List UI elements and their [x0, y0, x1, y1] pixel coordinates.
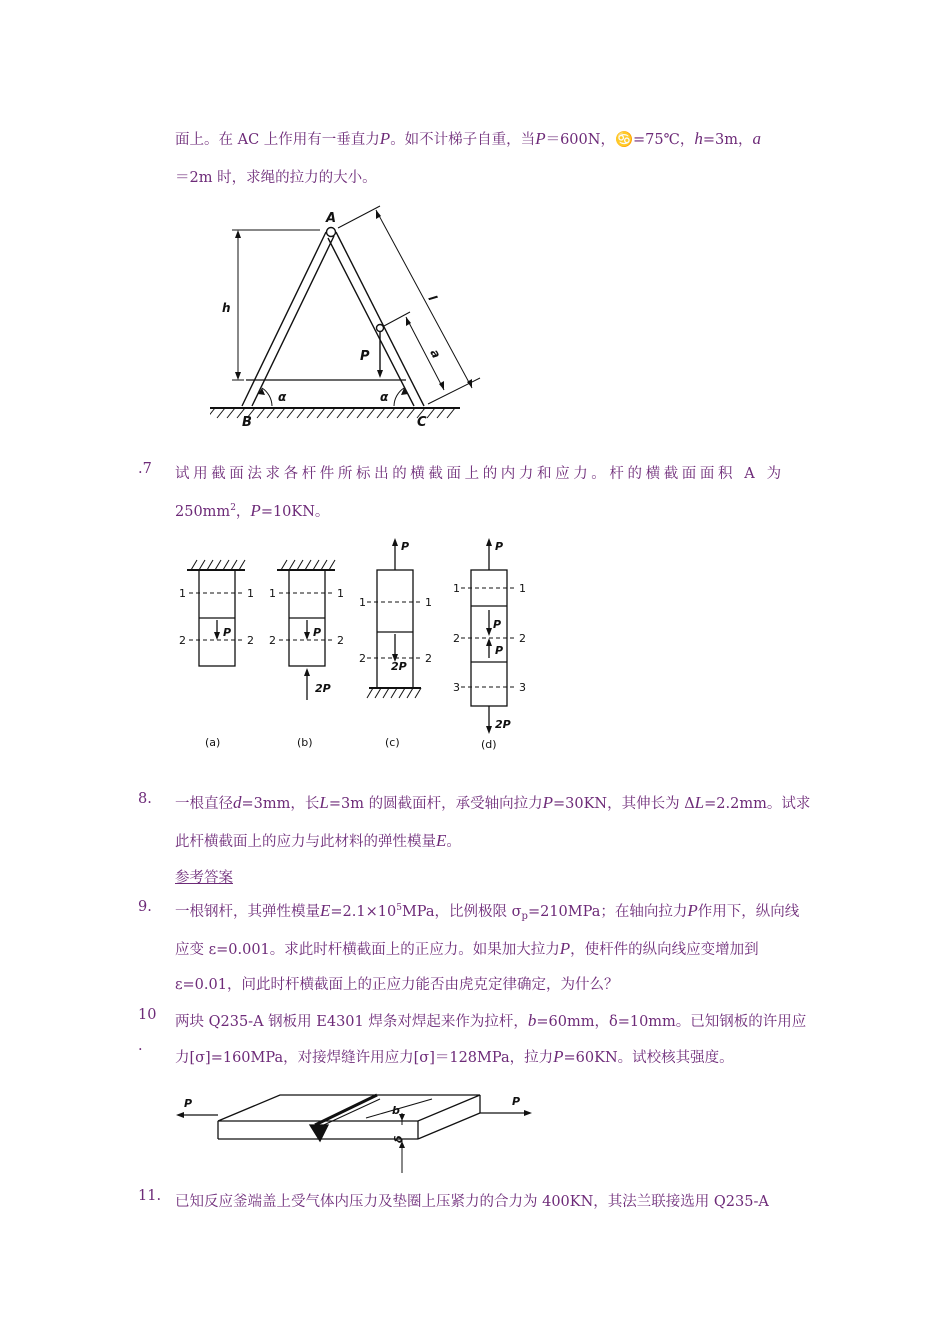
section-label: 2 — [269, 634, 276, 647]
force-label-2P: 2P — [391, 660, 407, 673]
section-label: 1 — [269, 587, 276, 600]
section-label: 3 — [519, 681, 526, 694]
question-text: 已知反应釜端盖上受气体内压力及垫圈上压紧力的合力为 400KN，其法兰联接选用 Q235-A — [175, 1194, 769, 1210]
var-P: P — [379, 129, 391, 148]
angle-label-right: α — [380, 390, 389, 404]
question-number: 9. — [138, 899, 152, 915]
question-text: 两块 Q235-A 钢板用 E4301 焊条对焊起来作为拉杆，b=60mm，δ=10mm。已知钢板的许用应 — [175, 1011, 807, 1030]
section-label: 1 — [359, 596, 366, 609]
dim-label-h: h — [222, 301, 231, 315]
section-label: 1 — [519, 582, 526, 595]
section-label: 3 — [453, 681, 460, 694]
reference-answer-link[interactable]: 参考答案 — [175, 870, 233, 886]
problem-text-line: 面上。在 AC 上作用有一垂直力P。如不计梯子自重，当P＝600N，♋=75℃，h=3m，a — [175, 129, 761, 148]
force-label-P: P — [512, 1095, 521, 1108]
section-label: 2 — [453, 632, 460, 645]
welded-plate-figure — [170, 1085, 540, 1180]
question-text: 一根钢杆，其弹性模量$E=2.1\times 10^5MPa$，比例极限 $\sigma_p=210MPa$；在轴向拉力P作用下，纵向线 — [175, 901, 800, 922]
section-label: 2 — [519, 632, 526, 645]
ladder-figure — [210, 200, 500, 435]
dim-label-a: a — [427, 346, 444, 361]
question-text: $250mm^2$，P=10KN。 — [175, 501, 330, 520]
var-a: a — [752, 129, 761, 148]
question-number: 11. — [138, 1188, 162, 1204]
section-label: 1 — [179, 587, 186, 600]
caption-b: (b) — [297, 736, 313, 749]
section-label: 1 — [247, 587, 254, 600]
var-h: h — [694, 129, 703, 148]
question-text: 此杆横截面上的应力与此材料的弹性模量E。 — [175, 831, 461, 850]
section-label: 2 — [359, 652, 366, 665]
point-label-B: B — [242, 415, 252, 430]
question-text: 应变 ε=0.001。求此时杆横截面上的正应力。如果加大拉力P，使杆件的纵向线应变增加到 — [175, 939, 759, 958]
question-number: 10 — [138, 1007, 157, 1023]
var-P: P — [250, 501, 261, 520]
alpha-symbol: ♋ — [614, 132, 634, 148]
dim-label-l: l — [425, 292, 440, 304]
section-label: 2 — [247, 634, 254, 647]
question-number: .7 — [138, 461, 152, 477]
question-text: ε=0.01，问此时杆横截面上的正应力能否由虎克定律确定，为什么？ — [175, 977, 619, 993]
point-label-A: A — [326, 211, 337, 226]
section-label: 1 — [425, 596, 432, 609]
point-label-C: C — [417, 415, 427, 430]
force-label-2P: 2P — [315, 682, 331, 695]
dim-label-delta: δ — [392, 1135, 405, 1143]
section-label: 2 — [337, 634, 344, 647]
question-text: 一根直径d=3mm，长L=3m 的圆截面杆，承受轴向拉力P=30KN，其伸长为 ΔL=2.2mm。试求 — [175, 793, 811, 812]
question-number-dot: · — [138, 1042, 143, 1058]
caption-c: (c) — [385, 736, 400, 749]
force-label-P: P — [184, 1097, 193, 1110]
question-number: 8. — [138, 791, 152, 807]
force-label-P: P — [495, 644, 504, 657]
force-label-P: P — [223, 626, 232, 639]
force-label-P: P — [313, 626, 322, 639]
section-label: 1 — [453, 582, 460, 595]
dim-label-b: b — [392, 1104, 400, 1117]
problem-text-line: ＝2m 时，求绳的拉力的大小。 — [175, 170, 377, 186]
force-label-P: P — [401, 540, 410, 553]
force-label-P: P — [493, 618, 502, 631]
section-label: 2 — [179, 634, 186, 647]
angle-label-left: α — [278, 390, 287, 404]
caption-a: (a) — [205, 736, 221, 749]
bars-figure — [165, 530, 545, 760]
force-label-P: P — [495, 540, 504, 553]
question-text: 试用截面法求各杆件所标出的横截面上的内力和应力。杆的横截面面积 A 为 — [175, 466, 785, 482]
force-label-P: P — [360, 349, 370, 364]
section-label: 1 — [337, 587, 344, 600]
question-text: 力[σ]=160MPa，对接焊缝许用应力[σ]＝128MPa，拉力P=60KN。试校核其强度。 — [175, 1047, 734, 1066]
force-label-2P: 2P — [495, 718, 511, 731]
section-label: 2 — [425, 652, 432, 665]
var-P: P — [535, 129, 546, 148]
caption-d: (d) — [481, 738, 497, 751]
